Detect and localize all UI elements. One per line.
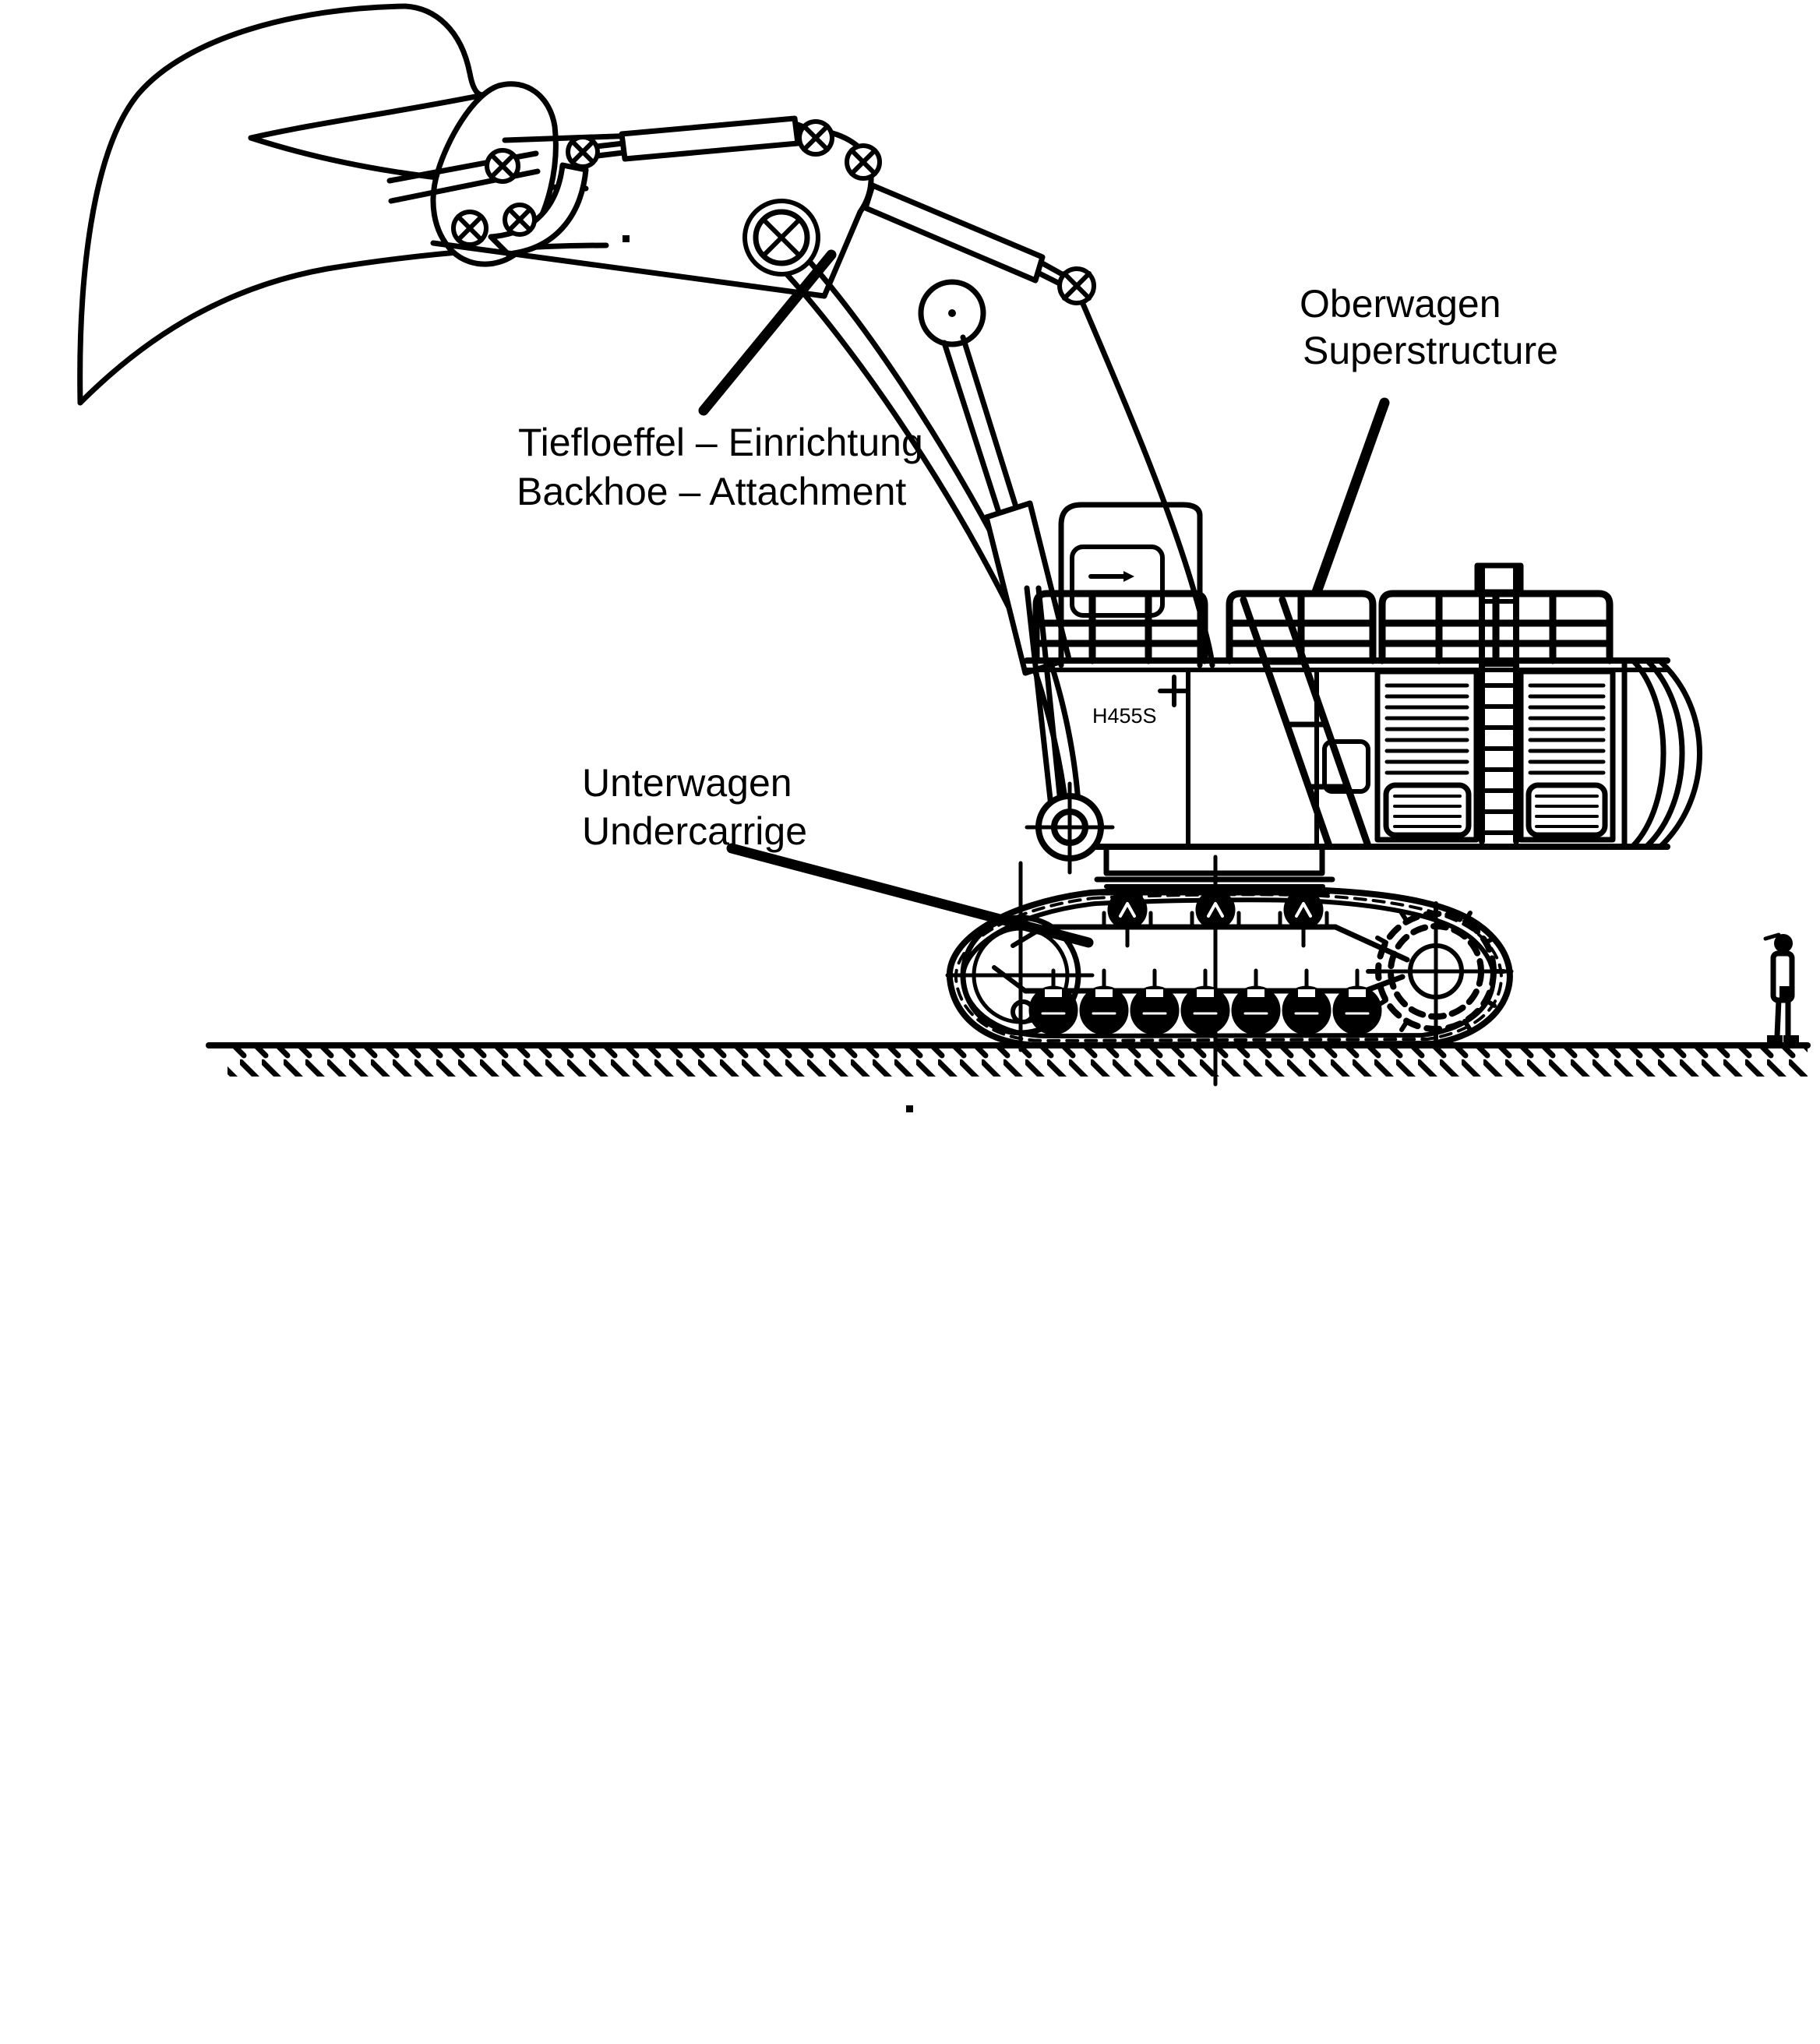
label-attachment-de: Tiefloeffel – Einrichtung (518, 421, 923, 464)
cab-arrow-head (1123, 571, 1134, 582)
person-hand (1779, 986, 1790, 999)
track-roller (1183, 971, 1227, 1032)
plus-mark (1160, 677, 1188, 705)
carrier-roller (1280, 893, 1327, 946)
handrails (1036, 594, 1610, 661)
callout-superstructure (1300, 282, 1558, 592)
ground-hatching (227, 1048, 1808, 1077)
pin-link-lower (505, 205, 534, 234)
leader-line-attachment (704, 255, 831, 411)
person-figure (1765, 934, 1799, 1042)
label-undercarriage-de: Unterwagen (582, 761, 792, 805)
bucket-cylinder-barrel (622, 118, 798, 159)
pin-bellcrank-upper (487, 150, 518, 181)
track-roller (1234, 971, 1278, 1032)
counterweight (1633, 661, 1700, 846)
carrier-rollers (1104, 893, 1327, 946)
carrier-roller (1104, 893, 1151, 946)
label-superstructure-en: Superstructure (1303, 329, 1558, 372)
track-roller (1285, 971, 1328, 1032)
callout-attachment (517, 255, 923, 513)
pin-arm-tail-front (799, 122, 832, 154)
reference-dot (623, 235, 630, 242)
bucket-bottom-edge (80, 245, 606, 403)
engine-grille-right (1521, 671, 1613, 840)
boom-cylinder-head-dot (948, 309, 956, 317)
reference-dot (906, 1105, 913, 1112)
label-superstructure-de: Oberwagen (1300, 282, 1501, 326)
pin-link-upper (568, 137, 598, 167)
bottom-rollers (1032, 971, 1379, 1032)
pin-arm-tail-rear (847, 146, 880, 178)
bucket-top-edge (405, 6, 499, 95)
boom-foot-pivot (1027, 784, 1113, 872)
track-roller (1335, 971, 1379, 1032)
person-foot (1783, 1035, 1799, 1042)
person-foot (1767, 1035, 1783, 1042)
arm-boom-pivot (745, 201, 818, 274)
track-roller (1133, 971, 1176, 1032)
stairway (1243, 600, 1368, 846)
stick-cylinder (866, 185, 1070, 287)
leader-line-undercarriage (732, 848, 1088, 943)
leader-line-superstructure (1317, 403, 1384, 592)
engine-grille-left (1377, 671, 1476, 840)
carrier-roller (1192, 893, 1239, 946)
person-leg (1777, 1000, 1779, 1036)
track-roller (1082, 971, 1126, 1032)
stick-cylinder-barrel (866, 185, 1042, 280)
bucket-back-curve (80, 6, 405, 403)
pin-boom-nose (1060, 269, 1094, 303)
label-undercarriage-en: Undercarrige (582, 809, 808, 853)
pin-bucket-lower (453, 212, 486, 245)
boom-cylinder (921, 282, 1069, 673)
ground (209, 1045, 1808, 1077)
model-text: H455S (1092, 704, 1157, 728)
label-attachment-en: Backhoe – Attachment (517, 470, 907, 513)
undercarriage (947, 863, 1511, 1050)
